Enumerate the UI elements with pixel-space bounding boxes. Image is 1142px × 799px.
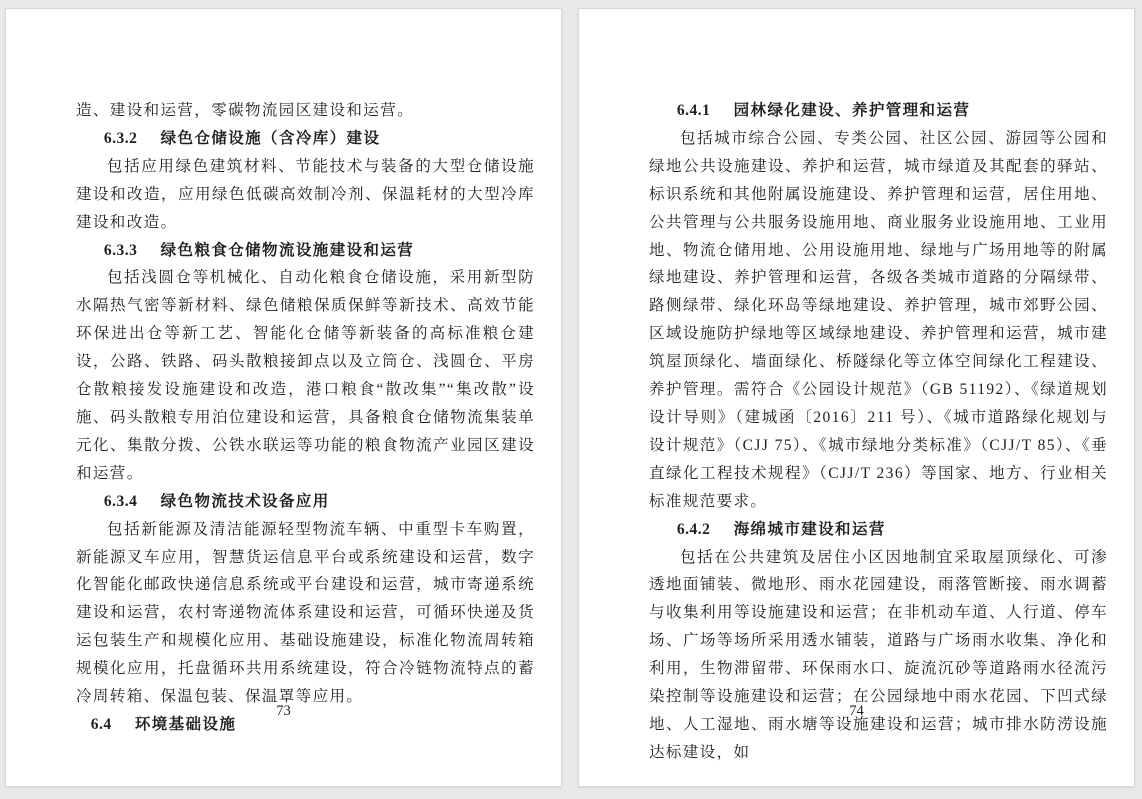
section-title: 绿色粮食仓储物流设施建设和运营 — [160, 241, 415, 259]
paragraph: 包括新能源及清洁能源轻型物流车辆、中重型卡车购置，新能源叉车应用，智慧货运信息平台或系统建设和运营，数字化智能化邮政快递信息系统或平台建设和运营，城市寄递系统建设和运营，农村寄递物流体系建设和运营，可循环快递及货运包装生产和规模化应用、基础设施建设，标准化物流周转箱规模化应用，托盘循环共用系统建设，符合冷链物流特点的蓄冷周转箱、保温包装、保温罩等应用。 — [76, 520, 535, 706]
paragraph: 包括浅圆仓等机械化、自动化粮食仓储设施，采用新型防水隔热气密等新材料、绿色储粮保质保鲜等新技术、高效节能环保进出仓等新工艺、智能化仓储等新装备的高标准粮仓建设，公路、铁路、码头散粮接卸点以及立筒仓、浅圆仓、平房仓散粮接发设施建设和改造，港口粮食“散改集”“集改散”设施、码头散粮专用泊位建设和运营，具备粮食仓储物流集装单元化、集散分拨、公铁水联运等功能的粮食物流产业园区建设和运营。 — [76, 269, 535, 482]
section-number: 6.4.1 — [676, 102, 711, 119]
section-number: 6.3.2 — [103, 129, 138, 147]
section-title: 绿色仓储设施（含冷库）建设 — [160, 129, 381, 147]
page-number-73: 73 — [276, 703, 291, 719]
section-heading-6.3.3 — [76, 237, 535, 265]
section-title: 绿色物流技术设备应用 — [160, 492, 330, 510]
section-number: 6.4.2 — [676, 520, 711, 538]
page-73-body — [76, 97, 535, 739]
section-heading-6.3.4 — [76, 488, 535, 516]
section-title: 园林绿化建设、养护管理和运营 — [733, 102, 971, 119]
paragraph: 包括城市综合公园、专类公园、社区公园、游园等公园和绿地公共设施建设、养护和运营，城市绿道及其配套的驿站、标识系统和其他附属设施建设、养护管理和运营，居住用地、公共管理与公共服务设施用地、商业服务业设施用地、工业用地、物流仓储用地、公用设施用地、绿地与广场用地等的附属绿地建设、养护管理和运营，各级各类城市道路的分隔绿带、路侧绿带、绿化环岛等绿地建设、养护管理，城市郊野公园、区域设施防护绿地等区域绿地建设、养护管理和运营，城市建筑屋顶绿化、墙面绿化、桥隧绿化等立体空间绿化工程建设、养护管理。需符合《公园设计规范》（GB 51192）、《绿道规划设计导则》（建城函〔2016〕211 号）、《城市道路绿化规划与设计规范》（CJJ 75）、《城市绿地分类标准》（CJJ/T 85）、《垂直绿化工程技术规程》（CJJ/T 236）等国家、地方、行业相关标准规范要求。 — [649, 129, 1108, 510]
page-74 — [578, 8, 1135, 787]
section-title: 环境基础设施 — [134, 715, 237, 733]
section-heading-6.4.1 — [649, 97, 1108, 125]
paragraph: 包括在公共建筑及居住小区因地制宜采取屋顶绿化、可渗透地面铺装、微地形、雨水花园建设，雨落管断接、雨水调蓄与收集利用等设施建设和运营；在非机动车道、人行道、停车场、广场等场所采用透水铺装，道路与广场雨水收集、净化和利用，生物滞留带、环保雨水口、旋流沉砂等道路雨水径流污染控制等设施建设和运营；在公园绿地中雨水花园、下凹式绿地、人工湿地、雨水塘等设施建设和运营；城市排水防涝设施达标建设，如 — [649, 548, 1108, 761]
section-number: 6.3.4 — [103, 492, 138, 510]
section-heading-6.3.2 — [76, 125, 535, 153]
page-73 — [5, 8, 562, 787]
section-heading-6.4.2 — [649, 516, 1108, 544]
page-74-body — [649, 97, 1108, 767]
section-number: 6.3.3 — [103, 241, 138, 259]
paragraph: 包括应用绿色建筑材料、节能技术与装备的大型仓储设施建设和改造，应用绿色低碳高效制冷剂、保温耗材的大型冷库建设和改造。 — [76, 157, 535, 231]
section-number: 6.4 — [90, 715, 112, 733]
section-title: 海绵城市建设和运营 — [733, 520, 886, 538]
paragraph: 造、建设和运营，零碳物流园区建设和运营。 — [76, 102, 415, 119]
page-number-74: 74 — [849, 703, 864, 719]
